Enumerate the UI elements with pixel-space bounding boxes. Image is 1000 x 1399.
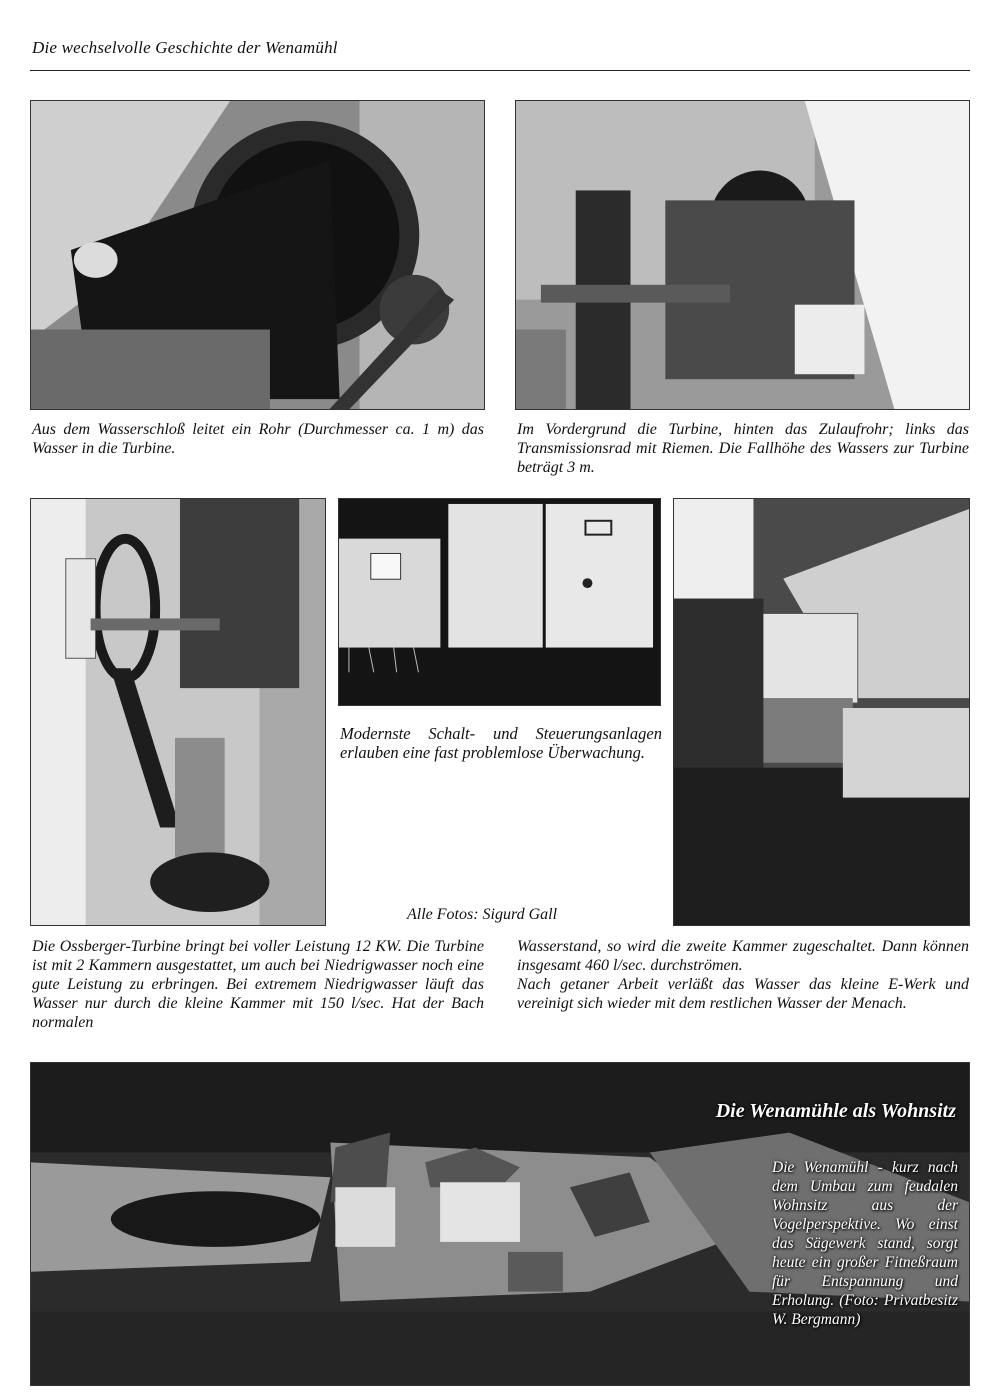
photo-belt-drive-image — [31, 499, 325, 925]
photo-turbine-closeup — [30, 100, 485, 410]
body-text-right-paragraph-1: Wasserstand, so wird die zweite Kammer zugeschaltet. Dann können insgesamt 460 l/sec. durchströmen. — [517, 938, 969, 974]
page-header: Die wechselvolle Geschichte der Wenamühl — [32, 38, 338, 57]
body-text-right — [517, 937, 969, 1013]
photo-control-panels — [338, 498, 661, 706]
photo-credit: Alle Fotos: Sigurd Gall — [407, 906, 558, 923]
caption-photo-1: Aus dem Wasserschloß leitet ein Rohr (Durchmesser ca. 1 m) das Wasser in die Turbine. — [32, 421, 484, 457]
header-rule — [30, 70, 970, 71]
photo-turbine-transmission-image — [516, 101, 969, 409]
body-text-right-paragraph-2: Nach getaner Arbeit verläßt das Wasser das kleine E-Werk und vereinigt sich wieder mit dem restlichen Wasser der Menach. — [517, 976, 969, 1012]
photo-powerhouse-building-image — [674, 499, 969, 925]
aerial-title: Die Wenamühle als Wohnsitz — [715, 1100, 956, 1122]
photo-turbine-transmission — [515, 100, 970, 410]
aerial-caption: Die Wenamühl - kurz nach dem Umbau zum feudalen Wohnsitz aus der Vogelperspektive. Wo einst das Sägewerk stand, sorgt heute ein großer Fitneßraum für Entspannung und Erholung. (Foto: Privatbesitz W. Bergmann) — [772, 1159, 958, 1328]
photo-turbine-closeup-image — [31, 101, 484, 409]
body-text-left: Die Ossberger-Turbine bringt bei voller Leistung 12 KW. Die Turbine ist mit 2 Kammern ausgestattet, um auch bei Niedrigwasser noch eine gute Leistung zu erbringen. Bei extremem Niedrigwasser läuft das Wasser nur durch die kleine Kammer mit 150 l/sec. Hat der Bach normalen — [32, 938, 484, 1031]
photo-control-panels-image — [339, 499, 660, 705]
photo-powerhouse-building — [673, 498, 970, 926]
photo-belt-drive — [30, 498, 326, 926]
caption-photo-4: Modernste Schalt- und Steuerungsanlagen erlauben eine fast problemlose Überwachung. — [340, 724, 662, 762]
caption-photo-2: Im Vordergrund die Turbine, hinten das Zulaufrohr; links das Transmissionsrad mit Riemen. Die Fallhöhe des Wassers zur Turbine beträgt 3 m. — [517, 421, 969, 476]
